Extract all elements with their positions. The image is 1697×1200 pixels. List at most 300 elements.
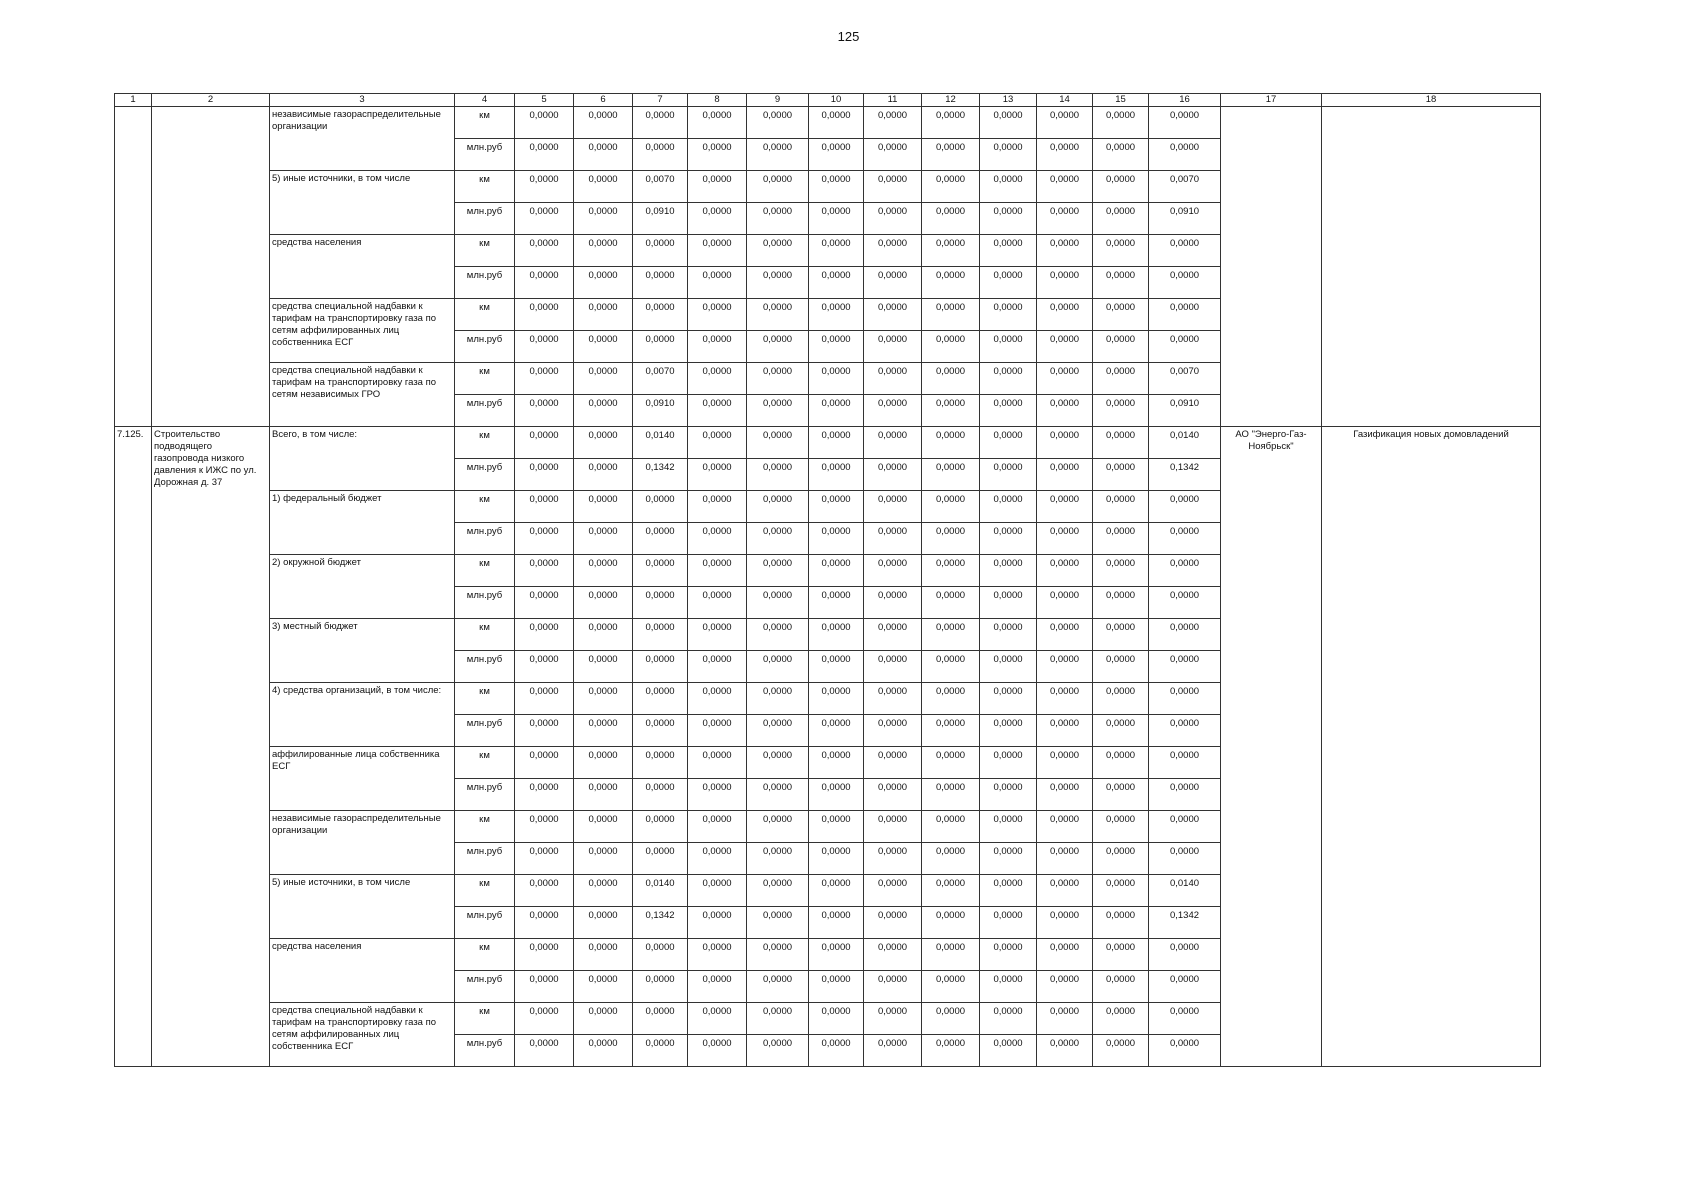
unit-cell: млн.руб	[455, 587, 515, 619]
value-cell: 0,0000	[1093, 683, 1149, 715]
value-cell: 0,0000	[980, 171, 1037, 203]
value-cell: 0,0000	[980, 939, 1037, 971]
value-cell: 0,0000	[1093, 651, 1149, 683]
value-cell: 0,0000	[864, 779, 922, 811]
value-cell: 0,0000	[574, 491, 633, 523]
value-cell: 0,0000	[922, 939, 980, 971]
column-number-header: 13	[980, 94, 1037, 107]
value-cell: 0,0000	[574, 747, 633, 779]
value-cell: 0,0000	[688, 843, 747, 875]
value-cell: 0,0000	[1093, 971, 1149, 1003]
company-cell: АО "Энерго-Газ-Ноябрьск"	[1221, 427, 1322, 1067]
value-cell: 0,0000	[515, 555, 574, 587]
value-cell: 0,0000	[1149, 683, 1221, 715]
unit-cell: км	[455, 875, 515, 907]
value-cell: 0,0000	[922, 171, 980, 203]
value-cell: 0,0000	[515, 523, 574, 555]
purpose-cell: Газификация новых домовладений	[1322, 427, 1541, 1067]
value-cell: 0,0000	[1149, 747, 1221, 779]
value-cell: 0,1342	[633, 907, 688, 939]
value-cell: 0,0000	[574, 299, 633, 331]
funding-source: средства населения	[270, 235, 455, 299]
value-cell: 0,0000	[922, 651, 980, 683]
value-cell: 0,0000	[809, 651, 864, 683]
value-cell: 0,0000	[747, 1003, 809, 1035]
value-cell: 0,0000	[515, 491, 574, 523]
value-cell: 0,0000	[1093, 747, 1149, 779]
value-cell: 0,0000	[747, 395, 809, 427]
value-cell: 0,0000	[633, 523, 688, 555]
value-cell: 0,0000	[980, 203, 1037, 235]
value-cell: 0,0000	[574, 651, 633, 683]
column-number-header: 15	[1093, 94, 1149, 107]
value-cell: 0,0000	[980, 587, 1037, 619]
value-cell: 0,0000	[864, 203, 922, 235]
value-cell: 0,0000	[809, 747, 864, 779]
unit-cell: км	[455, 555, 515, 587]
value-cell: 0,0070	[1149, 171, 1221, 203]
value-cell: 0,0000	[980, 331, 1037, 363]
value-cell: 0,0000	[574, 139, 633, 171]
funding-source: 2) окружной бюджет	[270, 555, 455, 619]
value-cell: 0,0000	[1037, 363, 1093, 395]
value-cell: 0,0000	[1093, 427, 1149, 459]
value-cell: 0,0000	[688, 267, 747, 299]
value-cell: 0,0000	[688, 331, 747, 363]
unit-cell: км	[455, 235, 515, 267]
value-cell: 0,0000	[1037, 267, 1093, 299]
value-cell: 0,0000	[515, 715, 574, 747]
value-cell: 0,0000	[688, 971, 747, 1003]
value-cell: 0,0000	[1093, 619, 1149, 651]
value-cell: 0,0000	[747, 587, 809, 619]
column-number-header: 8	[688, 94, 747, 107]
value-cell: 0,0000	[574, 331, 633, 363]
value-cell: 0,0000	[1149, 331, 1221, 363]
value-cell: 0,0000	[980, 235, 1037, 267]
unit-cell: км	[455, 171, 515, 203]
value-cell: 0,0000	[922, 235, 980, 267]
value-cell: 0,0000	[1037, 203, 1093, 235]
value-cell: 0,0000	[574, 235, 633, 267]
unit-cell: млн.руб	[455, 331, 515, 363]
value-cell: 0,0000	[980, 299, 1037, 331]
unit-cell: млн.руб	[455, 459, 515, 491]
value-cell: 0,0000	[1037, 459, 1093, 491]
value-cell: 0,0000	[1149, 651, 1221, 683]
project-number: 7.125.	[115, 427, 152, 1067]
value-cell: 0,0000	[688, 555, 747, 587]
funding-source: 4) средства организаций, в том числе:	[270, 683, 455, 747]
value-cell: 0,0000	[574, 1035, 633, 1067]
unit-cell: км	[455, 107, 515, 139]
value-cell: 0,0000	[922, 427, 980, 459]
value-cell: 0,0000	[1037, 555, 1093, 587]
value-cell: 0,0000	[1093, 523, 1149, 555]
value-cell: 0,0000	[922, 523, 980, 555]
value-cell: 0,0000	[1093, 363, 1149, 395]
value-cell: 0,0000	[809, 875, 864, 907]
value-cell: 0,1342	[1149, 907, 1221, 939]
value-cell: 0,0000	[980, 843, 1037, 875]
value-cell: 0,0000	[864, 907, 922, 939]
value-cell: 0,0000	[864, 523, 922, 555]
value-cell: 0,0000	[864, 555, 922, 587]
value-cell: 0,0000	[809, 491, 864, 523]
value-cell: 0,0000	[809, 1035, 864, 1067]
value-cell: 0,0000	[574, 267, 633, 299]
value-cell: 0,0000	[1093, 1035, 1149, 1067]
unit-cell: млн.руб	[455, 267, 515, 299]
value-cell: 0,0000	[922, 491, 980, 523]
value-cell: 0,0000	[574, 843, 633, 875]
column-number-header: 4	[455, 94, 515, 107]
value-cell: 0,0000	[515, 587, 574, 619]
value-cell: 0,0000	[747, 811, 809, 843]
project-number	[115, 107, 152, 427]
value-cell: 0,0910	[633, 203, 688, 235]
value-cell: 0,0000	[574, 523, 633, 555]
column-number-header: 14	[1037, 94, 1093, 107]
value-cell: 0,0000	[515, 171, 574, 203]
value-cell: 0,0000	[864, 747, 922, 779]
value-cell: 0,0000	[747, 715, 809, 747]
unit-cell: км	[455, 619, 515, 651]
funding-source: 1) федеральный бюджет	[270, 491, 455, 555]
value-cell: 0,0000	[747, 555, 809, 587]
value-cell: 0,0000	[1149, 299, 1221, 331]
value-cell: 0,0000	[864, 843, 922, 875]
value-cell: 0,0000	[1037, 427, 1093, 459]
company-cell	[1221, 107, 1322, 427]
value-cell: 0,0000	[980, 107, 1037, 139]
value-cell: 0,0000	[864, 363, 922, 395]
funding-source: средства специальной надбавки к тарифам на транспортировку газа по сетям аффилированных лиц собственника ЕСГ	[270, 299, 455, 363]
value-cell: 0,0070	[633, 363, 688, 395]
value-cell: 0,0000	[1037, 1035, 1093, 1067]
value-cell: 0,0000	[633, 683, 688, 715]
value-cell: 0,0000	[980, 1035, 1037, 1067]
value-cell: 0,0000	[515, 363, 574, 395]
value-cell: 0,0000	[809, 939, 864, 971]
unit-cell: км	[455, 491, 515, 523]
value-cell: 0,0000	[809, 395, 864, 427]
value-cell: 0,0000	[574, 363, 633, 395]
value-cell: 0,0000	[688, 907, 747, 939]
value-cell: 0,0000	[1149, 619, 1221, 651]
value-cell: 0,0000	[980, 779, 1037, 811]
column-number-header: 6	[574, 94, 633, 107]
value-cell: 0,0000	[1093, 203, 1149, 235]
value-cell: 0,0000	[688, 1003, 747, 1035]
value-cell: 0,0000	[747, 907, 809, 939]
value-cell: 0,0000	[688, 171, 747, 203]
value-cell: 0,0000	[515, 747, 574, 779]
value-cell: 0,0000	[1093, 331, 1149, 363]
value-cell: 0,0000	[747, 523, 809, 555]
value-cell: 0,1342	[1149, 459, 1221, 491]
value-cell: 0,0000	[809, 811, 864, 843]
value-cell: 0,1342	[633, 459, 688, 491]
value-cell: 0,0000	[980, 875, 1037, 907]
value-cell: 0,0000	[1093, 779, 1149, 811]
value-cell: 0,0000	[1149, 971, 1221, 1003]
funding-source: 3) местный бюджет	[270, 619, 455, 683]
unit-cell: км	[455, 299, 515, 331]
value-cell: 0,0000	[1093, 907, 1149, 939]
value-cell: 0,0000	[864, 299, 922, 331]
funding-source: средства населения	[270, 939, 455, 1003]
value-cell: 0,0000	[980, 907, 1037, 939]
value-cell: 0,0000	[1149, 587, 1221, 619]
value-cell: 0,0000	[1037, 683, 1093, 715]
value-cell: 0,0000	[574, 939, 633, 971]
unit-cell: млн.руб	[455, 523, 515, 555]
value-cell: 0,0000	[574, 811, 633, 843]
value-cell: 0,0000	[980, 363, 1037, 395]
value-cell: 0,0000	[809, 907, 864, 939]
value-cell: 0,0000	[1093, 843, 1149, 875]
unit-cell: км	[455, 747, 515, 779]
value-cell: 0,0000	[980, 971, 1037, 1003]
value-cell: 0,0000	[980, 619, 1037, 651]
value-cell: 0,0000	[574, 203, 633, 235]
value-cell: 0,0000	[515, 875, 574, 907]
value-cell: 0,0000	[864, 811, 922, 843]
value-cell: 0,0000	[809, 363, 864, 395]
value-cell: 0,0000	[922, 363, 980, 395]
value-cell: 0,0000	[515, 459, 574, 491]
value-cell: 0,0000	[1149, 715, 1221, 747]
value-cell: 0,0000	[1149, 555, 1221, 587]
value-cell: 0,0000	[688, 1035, 747, 1067]
value-cell: 0,0000	[633, 1035, 688, 1067]
value-cell: 0,0000	[688, 619, 747, 651]
value-cell: 0,0000	[922, 683, 980, 715]
value-cell: 0,0000	[1149, 779, 1221, 811]
value-cell: 0,0000	[1093, 139, 1149, 171]
value-cell: 0,0000	[1037, 331, 1093, 363]
value-cell: 0,0000	[633, 1003, 688, 1035]
value-cell: 0,0000	[688, 139, 747, 171]
value-cell: 0,0000	[1149, 811, 1221, 843]
value-cell: 0,0000	[980, 683, 1037, 715]
value-cell: 0,0000	[864, 427, 922, 459]
value-cell: 0,0000	[688, 811, 747, 843]
value-cell: 0,0000	[1149, 139, 1221, 171]
value-cell: 0,0000	[809, 1003, 864, 1035]
value-cell: 0,0000	[809, 779, 864, 811]
value-cell: 0,0000	[1037, 235, 1093, 267]
value-cell: 0,0000	[922, 747, 980, 779]
value-cell: 0,0000	[747, 747, 809, 779]
value-cell: 0,0000	[980, 747, 1037, 779]
value-cell: 0,0000	[688, 491, 747, 523]
value-cell: 0,0000	[747, 139, 809, 171]
value-cell: 0,0000	[922, 875, 980, 907]
value-cell: 0,0000	[574, 875, 633, 907]
funding-source: аффилированные лица собственника ЕСГ	[270, 747, 455, 811]
value-cell: 0,0000	[809, 715, 864, 747]
value-cell: 0,0000	[515, 267, 574, 299]
value-cell: 0,0000	[1037, 1003, 1093, 1035]
value-cell: 0,0000	[747, 299, 809, 331]
value-cell: 0,0000	[922, 555, 980, 587]
column-number-header: 18	[1322, 94, 1541, 107]
value-cell: 0,0000	[1093, 459, 1149, 491]
value-cell: 0,0000	[515, 779, 574, 811]
value-cell: 0,0000	[1037, 779, 1093, 811]
value-cell: 0,0000	[747, 619, 809, 651]
unit-cell: млн.руб	[455, 651, 515, 683]
value-cell: 0,0000	[688, 651, 747, 683]
value-cell: 0,0000	[864, 971, 922, 1003]
value-cell: 0,0000	[922, 1035, 980, 1067]
value-cell: 0,0000	[1037, 875, 1093, 907]
value-cell: 0,0000	[633, 843, 688, 875]
funding-source: 5) иные источники, в том числе	[270, 875, 455, 939]
value-cell: 0,0000	[864, 619, 922, 651]
value-cell: 0,0000	[864, 587, 922, 619]
value-cell: 0,0000	[1037, 651, 1093, 683]
value-cell: 0,0000	[515, 683, 574, 715]
value-cell: 0,0000	[633, 299, 688, 331]
value-cell: 0,0000	[980, 491, 1037, 523]
value-cell: 0,0140	[1149, 875, 1221, 907]
value-cell: 0,0000	[1093, 587, 1149, 619]
funding-source: средства специальной надбавки к тарифам на транспортировку газа по сетям независимых ГРО	[270, 363, 455, 427]
value-cell: 0,0000	[633, 587, 688, 619]
value-cell: 0,0000	[574, 427, 633, 459]
value-cell: 0,0000	[1093, 811, 1149, 843]
value-cell: 0,0000	[747, 427, 809, 459]
value-cell: 0,0000	[864, 939, 922, 971]
value-cell: 0,0000	[574, 395, 633, 427]
value-cell: 0,0000	[1093, 491, 1149, 523]
value-cell: 0,0000	[864, 1035, 922, 1067]
value-cell: 0,0000	[1037, 171, 1093, 203]
value-cell: 0,0000	[633, 235, 688, 267]
value-cell: 0,0000	[980, 1003, 1037, 1035]
value-cell: 0,0070	[633, 171, 688, 203]
value-cell: 0,0000	[1149, 267, 1221, 299]
value-cell: 0,0000	[747, 651, 809, 683]
column-number-header: 3	[270, 94, 455, 107]
value-cell: 0,0000	[1037, 747, 1093, 779]
value-cell: 0,0000	[515, 235, 574, 267]
column-number-header: 11	[864, 94, 922, 107]
value-cell: 0,0000	[1093, 875, 1149, 907]
value-cell: 0,0000	[922, 811, 980, 843]
value-cell: 0,0000	[1093, 939, 1149, 971]
value-cell: 0,0000	[809, 971, 864, 1003]
value-cell: 0,0000	[1093, 715, 1149, 747]
value-cell: 0,0000	[747, 171, 809, 203]
value-cell: 0,0000	[1149, 523, 1221, 555]
value-cell: 0,0000	[747, 971, 809, 1003]
value-cell: 0,0000	[688, 587, 747, 619]
value-cell: 0,0000	[1149, 843, 1221, 875]
value-cell: 0,0000	[633, 139, 688, 171]
value-cell: 0,0000	[922, 331, 980, 363]
unit-cell: км	[455, 811, 515, 843]
value-cell: 0,0000	[809, 107, 864, 139]
unit-cell: млн.руб	[455, 139, 515, 171]
value-cell: 0,0000	[864, 1003, 922, 1035]
value-cell: 0,0000	[574, 587, 633, 619]
column-number-header: 1	[115, 94, 152, 107]
value-cell: 0,0000	[515, 299, 574, 331]
value-cell: 0,0000	[980, 523, 1037, 555]
value-cell: 0,0910	[1149, 395, 1221, 427]
value-cell: 0,0000	[980, 427, 1037, 459]
value-cell: 0,0000	[922, 139, 980, 171]
value-cell: 0,0000	[922, 779, 980, 811]
column-number-header-row	[115, 94, 1541, 107]
value-cell: 0,0000	[633, 619, 688, 651]
value-cell: 0,0000	[515, 107, 574, 139]
value-cell: 0,0000	[633, 715, 688, 747]
unit-cell: млн.руб	[455, 907, 515, 939]
value-cell: 0,0000	[515, 331, 574, 363]
value-cell: 0,0000	[633, 939, 688, 971]
table-row	[115, 427, 1541, 459]
value-cell: 0,0000	[1093, 171, 1149, 203]
value-cell: 0,0000	[1037, 619, 1093, 651]
value-cell: 0,0000	[922, 459, 980, 491]
value-cell: 0,0000	[688, 747, 747, 779]
funding-source: независимые газораспределительные организации	[270, 811, 455, 875]
value-cell: 0,0000	[515, 939, 574, 971]
unit-cell: млн.руб	[455, 971, 515, 1003]
value-cell: 0,0000	[809, 619, 864, 651]
value-cell: 0,0000	[922, 203, 980, 235]
value-cell: 0,0000	[515, 1003, 574, 1035]
value-cell: 0,0000	[922, 971, 980, 1003]
unit-cell: млн.руб	[455, 395, 515, 427]
unit-cell: млн.руб	[455, 1035, 515, 1067]
value-cell: 0,0000	[747, 491, 809, 523]
value-cell: 0,0000	[688, 715, 747, 747]
value-cell: 0,0910	[633, 395, 688, 427]
value-cell: 0,0000	[747, 683, 809, 715]
value-cell: 0,0000	[633, 267, 688, 299]
value-cell: 0,0000	[747, 779, 809, 811]
value-cell: 0,0000	[688, 395, 747, 427]
column-number-header: 10	[809, 94, 864, 107]
value-cell: 0,0000	[864, 459, 922, 491]
value-cell: 0,0000	[574, 107, 633, 139]
value-cell: 0,0000	[515, 971, 574, 1003]
unit-cell: км	[455, 363, 515, 395]
value-cell: 0,0000	[574, 555, 633, 587]
value-cell: 0,0000	[1093, 1003, 1149, 1035]
value-cell: 0,0000	[809, 459, 864, 491]
value-cell: 0,0000	[980, 715, 1037, 747]
value-cell: 0,0000	[633, 331, 688, 363]
value-cell: 0,0000	[1037, 843, 1093, 875]
unit-cell: млн.руб	[455, 203, 515, 235]
value-cell: 0,0000	[688, 875, 747, 907]
value-cell: 0,0000	[688, 203, 747, 235]
value-cell: 0,0000	[688, 779, 747, 811]
value-cell: 0,0000	[1037, 395, 1093, 427]
value-cell: 0,0000	[980, 267, 1037, 299]
value-cell: 0,0000	[688, 299, 747, 331]
value-cell: 0,0000	[980, 139, 1037, 171]
unit-cell: млн.руб	[455, 779, 515, 811]
value-cell: 0,0000	[515, 619, 574, 651]
